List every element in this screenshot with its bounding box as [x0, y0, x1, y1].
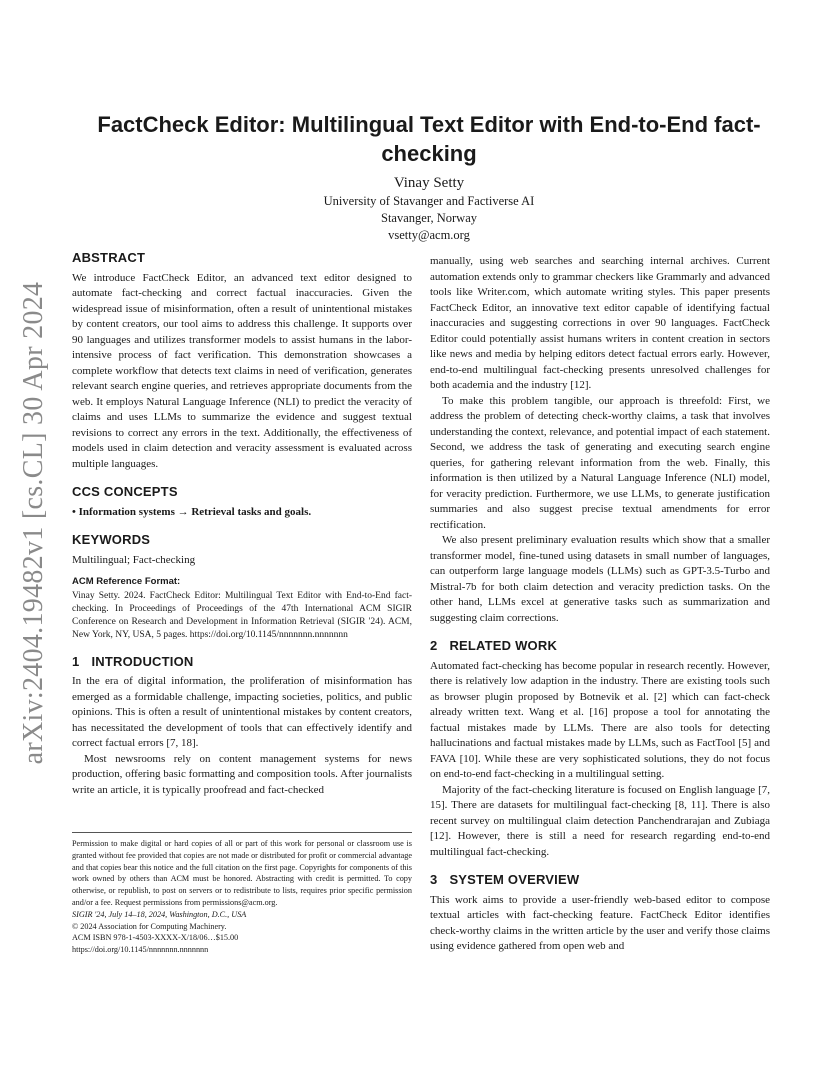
abstract-section [72, 250, 412, 472]
right-column [430, 254, 770, 955]
related-work-section [430, 638, 770, 860]
introduction-paragraph-5: We also present preliminary evaluation results which show that a smaller transformer model, fine-tuned using datasets in small number of languages, can outperform large language models (LLMs) such as GPT-3.5-Turbo and Mistral-7b for both claim detection and veracity prediction tasks. On the other hand, LLMs excel at generative tasks such as summarization and suggesting claim corrections. [430, 534, 770, 624]
ccs-heading: CCS CONCEPTS [72, 484, 178, 499]
author-name: Vinay Setty [393, 175, 465, 191]
keywords-heading: KEYWORDS [72, 532, 151, 547]
doi-link[interactable]: https://doi.org/10.1145/nnnnnnn.nnnnnnn [72, 945, 209, 955]
permission-footnote [72, 832, 412, 956]
introduction-paragraph-1: In the era of digital information, the proliferation of misinformation has emerged as a formidable challenge, impacting societies, politics, and public opinions. This is often a result of unintentional mistakes by content creators, has necessitated the development of tools that can effectively identify and correct factual errors [7, 18]. [72, 675, 412, 749]
arxiv-identifier-sidebar [14, 281, 54, 765]
introduction-section [72, 654, 412, 799]
acm-reference-text: Vinay Setty. 2024. FactCheck Editor: Multilingual Text Editor with End-to-End fact-checking. In Proceedings of Proceedings of the 47th International ACM SIGIR Conference on Research and Development in Information Retrieval (SIGIR '24). ACM, New York, NY, USA, 5 pages. https://doi.org/10.1145/nnnnnnn.nnnnnnn [72, 590, 412, 640]
acm-reference-section [72, 574, 412, 642]
keywords-text: Multilingual; Fact-checking [72, 553, 196, 566]
abstract-heading: ABSTRACT [72, 250, 146, 265]
paper-title: FactCheck Editor: Multilingual Text Editor with End-to-End fact-checking [97, 112, 761, 166]
arxiv-id: arXiv:2404.19482v1 [cs.CL] 30 Apr 2024 [18, 281, 49, 765]
related-work-heading: RELATED WORK [449, 638, 558, 653]
author-email: vsetty@acm.org [388, 228, 470, 242]
ccs-section [72, 484, 412, 520]
venue-text: SIGIR '24, July 14–18, 2024, Washington, D.C., USA [72, 909, 247, 919]
introduction-paragraph-3: manually, using web searches and searching internal archives. Current automation extends only to grammar checkers like Grammarly and advanced tools like Writer.com, which automate writing styles. This paper presents FactCheck Editor, an innovative text editor capable of identifying factual inaccuracies and suggesting corrections in over 90 languages. FactCheck Editor could potentially assist humans writers in content creation in sectors like news and media by helping editors detect factual errors early. However, end-to-end multilingual fact-checking presents unresolved challenges for both academia and the industry [12]. [430, 255, 770, 391]
copyright-text: © 2024 Association for Computing Machinery. [72, 921, 227, 931]
system-overview-number: 3 [430, 872, 438, 887]
abstract-text: We introduce FactCheck Editor, an advanced text editor designed to automate fact-checking and correct factual inaccuracies. Given the widespread issue of misinformation, often a result of unintentional mistakes by content creators, our tool aims to address this challenge. It supports over 90 languages and utilizes transformer models to assist humans in the labor-intensive process of fact verification. This demonstration showcases a complete workflow that detects text claims in need of verification, generates relevant search engine queries, and retrieves appropriate documents from the web. It employs Natural Language Inference (NLI) to predict the veracity of claims and uses LLMs to summarize the evidence and suggest textual revisions to correct any errors in the text. Additionally, the effectiveness of models used in claim detection and veracity assessment is evaluated across multiple languages. [72, 271, 412, 470]
author-block [70, 174, 788, 244]
introduction-heading: INTRODUCTION [91, 653, 194, 669]
related-work-number: 2 [430, 638, 438, 653]
ccs-text: • Information systems → Retrieval tasks and goals. [72, 505, 312, 518]
system-overview-paragraph-1: This work aims to provide a user-friendly web-based editor to compose textual articles with fact-checking feature. FactCheck Editor identifies check-worthy claims in the written article by the user and verify those claims using evidence gathered from open web and [430, 893, 770, 952]
related-work-paragraph-1: Automated fact-checking has become popular in research recently. However, there is relatively low adaption in the industry. There are existing tools such as browser plugin proposed by Botnevik et al. [2] which can fact-check already written text. Wang et al. [16] propose a tool for annotating the factual mistakes made by LLMs. There are also tools for detecting hallucinations and factual mistakes made by LLMs, such as FactTool [5] and FAVA [10]. While these are very sophisticated solutions, they do not focus on end-to-end fact-checking in a multilingual setting. [430, 659, 770, 780]
introduction-paragraph-2: Most newsrooms rely on content management systems for news production, offering basic formatting and composition tools. After journalists write an article, it is typically proofread and fact-checked [72, 752, 412, 796]
related-work-paragraph-2: Majority of the fact-checking literature is focused on English language [7, 15]. There are datasets for multilingual fact-checking [8, 11]. There is also recent survey on multilingual claim detection Panchendrarajan and Zubiaga [12]. However, there is still a need for research regarding end-to-end multilingual fact-checking. [430, 783, 770, 858]
isbn-text: ACM ISBN 978-1-4503-XXXX-X/18/06…$15.00 [72, 933, 239, 943]
system-overview-section [430, 872, 770, 955]
left-column [72, 250, 412, 798]
author-affiliation: University of Stavanger and Factiverse AI [323, 194, 535, 208]
author-location: Stavanger, Norway [381, 211, 477, 225]
acm-reference-heading: ACM Reference Format: [72, 576, 181, 587]
introduction-number: 1 [72, 653, 80, 669]
permission-text: Permission to make digital or hard copies of all or part of this work for personal or classroom use is granted without fee provided that copies are not made or distributed for profit or commercial advantage and that copies bear this notice and the full citation on the first page. Copyrights for components of this work owned by others than ACM must be honored. Abstracting with credit is permitted. To copy otherwise, or republish, to post on servers or to redistribute to lists, requires prior specific permission and/or a fee. Request permissions from permissions@acm.org. [72, 839, 412, 907]
system-overview-heading: SYSTEM OVERVIEW [449, 872, 580, 887]
introduction-paragraph-4: To make this problem tangible, our approach is threefold: First, we address the problem of detecting check-worthy claims, a task that involves understanding the context, relevance, and potential impact of each statement. Second, we address the task of generating and executing search engine queries, for gathering relevant information from the web. Finally, this information is then utilized by a Natural Language Inference (NLI) model, for veracity prediction. Furthermore, we use LLMs, to generate justification summaries and also suggest precise textual amendments for error rectification. [430, 394, 770, 531]
keywords-section [72, 532, 412, 568]
